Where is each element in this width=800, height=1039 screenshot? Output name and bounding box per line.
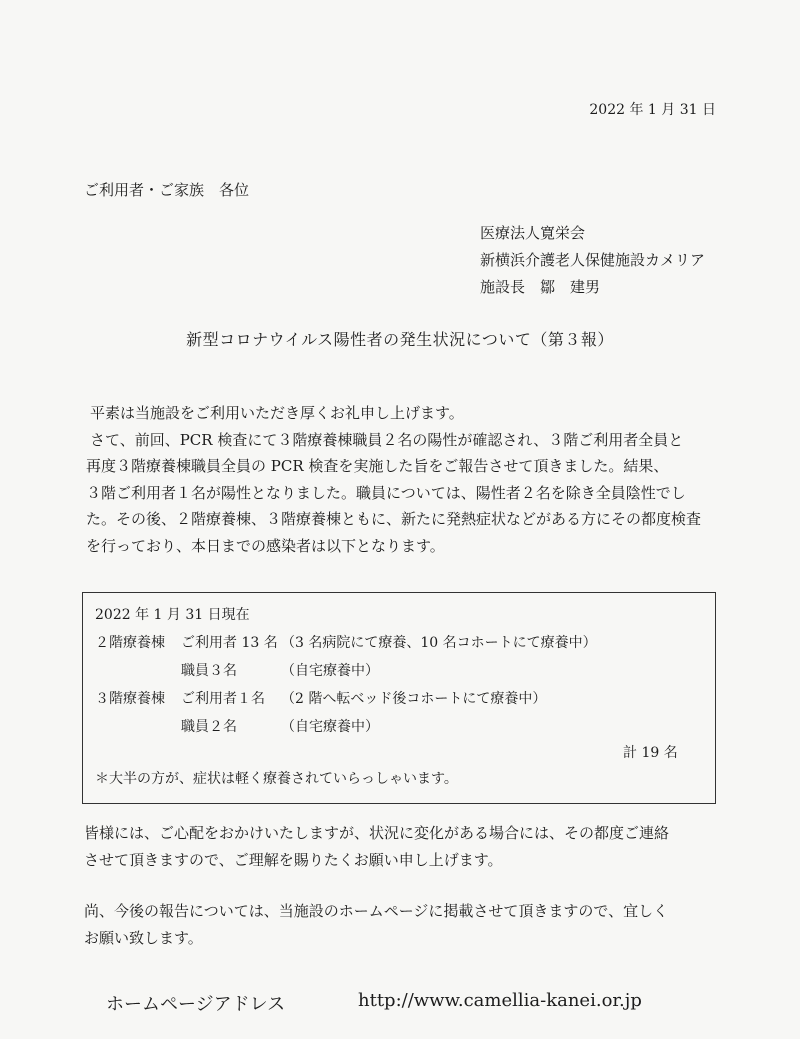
body-line: た。その後、２階療養棟、３階療養棟ともに、新たに発熱症状などがある方にその都度検査 <box>86 510 702 528</box>
sender-block <box>480 220 705 301</box>
closing-line: させて頂きますので、ご理解を賜りたくお願い申し上げます。 <box>84 851 503 869</box>
sender-facility: 新横浜介護老人保健施設カメリア <box>480 251 706 269</box>
closing-line: 尚、今後の報告については、当施設のホームページに掲載させて頂きますので、宜しく <box>84 902 669 920</box>
body-line: 平素は当施設をご利用いただき厚くお礼申し上げます。 <box>90 404 464 422</box>
document-date: 2022 年 1 月 31 日 <box>589 102 716 118</box>
floor2-staff: 職員３名 <box>181 663 237 679</box>
infection-status-box <box>82 592 716 804</box>
closing-paragraph-2 <box>84 898 734 952</box>
closing-paragraph-1 <box>84 820 734 874</box>
homepage-url: http://www.camellia-kanei.or.jp <box>358 990 642 1011</box>
sender-organization: 医療法人寛栄会 <box>480 224 586 242</box>
body-text <box>86 400 726 559</box>
floor3-users: ご利用者１名 <box>181 691 265 707</box>
floor2-users: ご利用者 13 名 <box>181 635 278 651</box>
floor2-staff-note: （自宅療養中） <box>281 663 379 679</box>
status-note: ＊大半の方が、症状は軽く療養されていらっしゃいます。 <box>95 771 458 787</box>
homepage-label: ホームページアドレス <box>106 994 286 1015</box>
closing-line: 皆様には、ご心配をおかけいたしますが、状況に変化がある場合には、その都度ご連絡 <box>84 824 670 842</box>
sender-director: 施設長 鄒 建男 <box>480 278 601 296</box>
floor2-users-note: （3 名病院にて療養、10 名コホートにて療養中） <box>281 635 597 651</box>
status-as-of: 2022 年 1 月 31 日現在 <box>95 607 250 623</box>
floor3-label: ３階療養棟 <box>95 691 165 707</box>
closing-line: お願い致します。 <box>84 929 203 947</box>
addressee: ご利用者・ご家族 各位 <box>84 181 250 199</box>
body-line: ３階ご利用者１名が陽性となりました。職員については、陽性者２名を除き全員陰性でし <box>86 483 686 502</box>
body-line: を行っており、本日までの感染者は以下となります。 <box>86 536 445 555</box>
floor2-label: ２階療養棟 <box>95 635 165 651</box>
body-line: 再度３階療養棟職員全員の PCR 検査を実施した旨をご報告させて頂きました。結果、 <box>86 457 669 475</box>
floor3-staff-note: （自宅療養中） <box>281 719 379 735</box>
floor3-staff: 職員２名 <box>181 719 237 735</box>
document-title: 新型コロナウイルス陽性者の発生状況について（第３報） <box>186 330 614 349</box>
floor3-users-note: （2 階へ転ベッド後コホートにて療養中） <box>281 691 547 707</box>
status-total: 計 19 名 <box>623 745 678 761</box>
body-line: さて、前回、PCR 検査にて３階療養棟職員２名の陽性が確認され、３階ご利用者全員と <box>90 430 684 449</box>
